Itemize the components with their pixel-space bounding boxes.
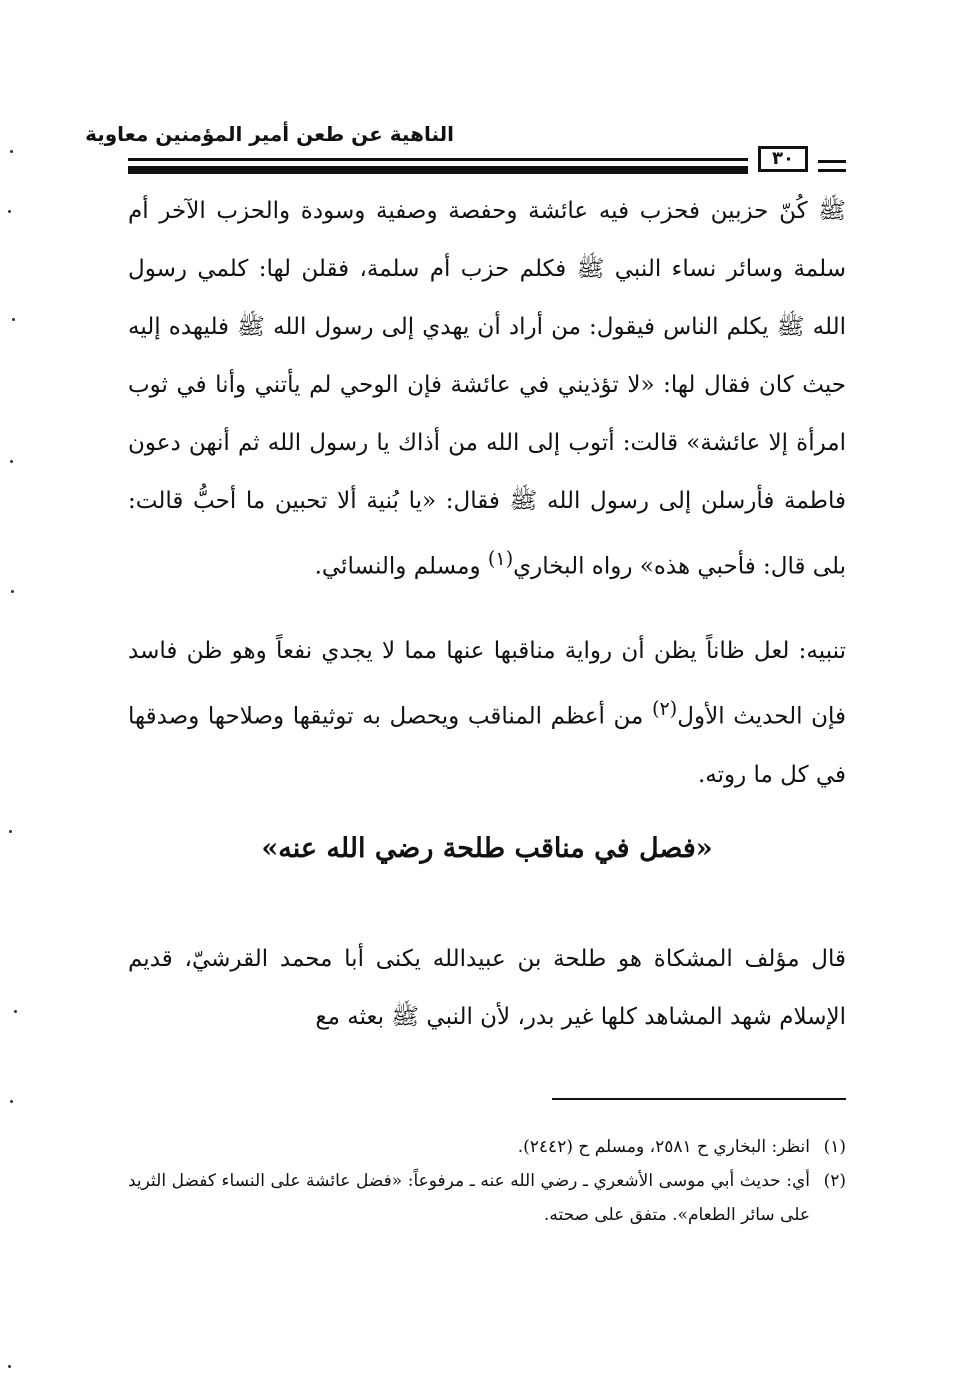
- header-rule: [128, 158, 748, 161]
- footnote-item: [128, 1164, 846, 1232]
- header-rule-thick: [128, 166, 748, 174]
- paragraph-text: تنبيه: لعل ظاناً يظن أن رواية مناقبها عنها مما لا يجدي نفعاً وهو ظن فاسد فإن الحديث الأول: [128, 638, 846, 730]
- scan-speck: [10, 150, 13, 153]
- running-header-title: الناهية عن طعن أمير المؤمنين معاوية: [85, 122, 454, 146]
- footnote-number: (١): [823, 1137, 846, 1157]
- paragraph-text: قال مؤلف المشكاة هو طلحة بن عبيدالله يكنى أبا محمد القرشيّ، قديم الإسلام شهد المشاهد كلها غير بدر، لأن النبي ﷺ بعثه مع: [128, 946, 846, 1030]
- footnotes: [128, 1130, 846, 1232]
- body-paragraph-2: [128, 622, 846, 804]
- header-rule-short: [818, 160, 846, 172]
- scan-speck: [10, 460, 13, 463]
- footnote-separator: [552, 1098, 846, 1100]
- body-paragraph-1: [128, 182, 846, 596]
- footnote-text: انظر: البخاري ح ٢٥٨١، ومسلم ح (٢٤٤٢).: [517, 1137, 810, 1157]
- footnote-ref: (٢): [652, 697, 678, 720]
- footnote-ref: (١): [487, 547, 514, 570]
- paragraph-text-end: من أعظم المناقب ويحصل به توثيقها وصلاحها وصدقها في كل ما روته.: [128, 703, 846, 788]
- scan-speck: [14, 1010, 17, 1013]
- scan-speck: [11, 590, 14, 593]
- paragraph-text: ﷺ كُنّ حزبين فحزب فيه عائشة وحفصة وصفية وسودة والحزب الآخر أم سلمة وسائر نساء النبي ﷺ فكلم حزب أم سلمة، فقلن لها: كلمي رسول الله ﷺ يكلم الناس فيقول: من أراد أن يهدي إلى رسول الله ﷺ فليهده إليه حيث كان فقال لها: «لا تؤذيني في عائشة فإن الوحي لم يأتني وأنا في ثوب امرأة إلا عائشة» قالت: أتوب إلى الله من أذاك يا رسول الله ثم أنهن دعون فاطمة فأرسلن إلى رسول الله ﷺ فقال: «يا بُنية ألا تحبين ما أحبُّ قالت: بلى قال: فأحبي هذه» رواه البخاري: [128, 198, 846, 580]
- scan-speck: [12, 318, 15, 321]
- paragraph-text-end: ومسلم والنسائي.: [314, 553, 488, 580]
- scan-speck: [9, 830, 12, 833]
- scan-speck: [8, 210, 11, 213]
- scan-speck: [8, 1365, 11, 1368]
- body-paragraph-3: [128, 930, 846, 1046]
- footnote-item: [128, 1130, 846, 1164]
- footnote-number: (٢): [823, 1171, 846, 1191]
- section-heading: «فصل في مناقب طلحة رضي الله عنه»: [261, 833, 713, 864]
- scan-speck: [10, 1100, 13, 1103]
- footnote-text: أي: حديث أبي موسى الأشعري ـ رضي الله عنه ـ مرفوعاً: «فضل عائشة على النساء كفضل الثريد على سائر الطعام». متفق على صحته.: [128, 1171, 810, 1225]
- page-number: ٣٠: [758, 146, 808, 172]
